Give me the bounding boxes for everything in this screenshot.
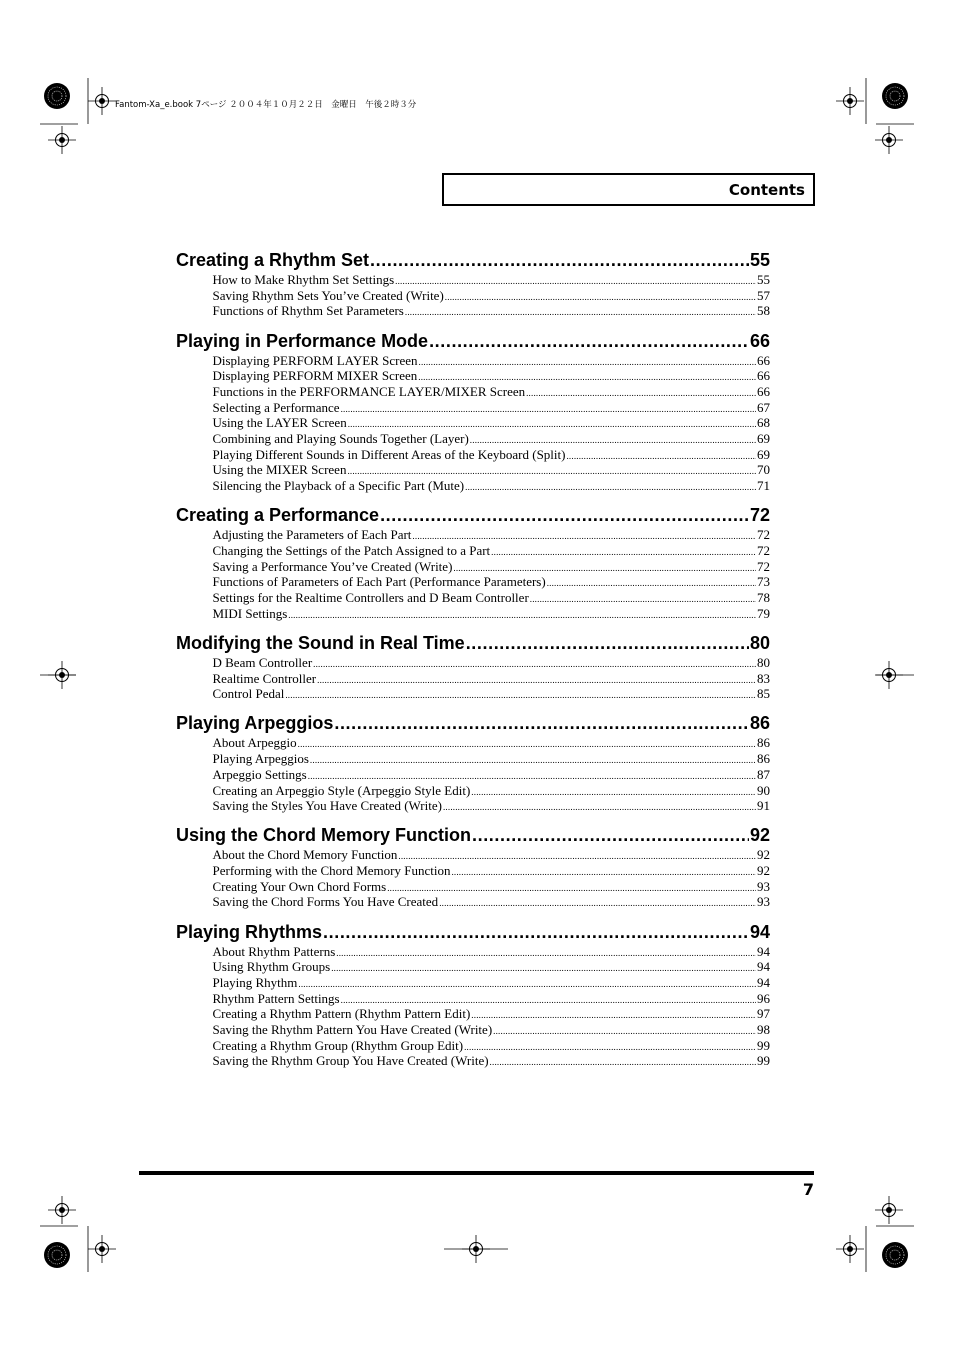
- toc-section-page: 55: [749, 250, 770, 270]
- toc-entry-title: About Rhythm Patterns: [212, 943, 336, 959]
- toc-entry-page: 99: [757, 1053, 770, 1069]
- toc-entry[interactable]: [213, 767, 771, 783]
- toc-entry[interactable]: [213, 686, 771, 702]
- toc-entry-title: Playing Different Sounds in Different Areas of the Keyboard (Split): [212, 446, 566, 462]
- dot-leader: [526, 386, 756, 402]
- dot-leader: [429, 329, 749, 353]
- toc-section-title: Playing in Performance Mode: [176, 330, 429, 351]
- toc-entry[interactable]: [213, 431, 771, 447]
- dot-leader: [341, 402, 756, 418]
- toc-entry[interactable]: [213, 1006, 771, 1022]
- toc-section-heading[interactable]: [176, 631, 770, 655]
- toc-entry-title: Performing with the Chord Memory Function: [212, 863, 451, 879]
- toc-entry[interactable]: [213, 991, 771, 1007]
- toc-entry-page: 69: [757, 431, 770, 446]
- toc-entry-page: 66: [757, 383, 770, 399]
- toc-entry-title: Saving the Styles You Have Created (Write): [212, 798, 442, 814]
- toc-entry-page: 70: [757, 462, 770, 478]
- dot-leader: [336, 946, 756, 962]
- toc-entry-page: 73: [757, 574, 770, 590]
- page-number: 7: [802, 1180, 814, 1199]
- footer-rule: [139, 1171, 814, 1175]
- toc-entry-title: Saving the Chord Forms You Have Created: [212, 894, 439, 910]
- dot-leader: [398, 849, 756, 865]
- toc-section-page: 66: [749, 330, 770, 351]
- toc-entry-page: 79: [757, 605, 770, 621]
- toc-entry-title: Changing the Settings of the Patch Assigned to a Part: [212, 542, 491, 558]
- toc-entry-title: About the Chord Memory Function: [212, 847, 398, 863]
- toc-entry-title: How to Make Rhythm Set Settings: [212, 272, 395, 287]
- toc-entry[interactable]: [213, 798, 771, 814]
- dot-leader: [331, 961, 756, 977]
- toc-entry-page: 96: [757, 990, 770, 1006]
- toc-entry-title: Adjusting the Parameters of Each Part: [212, 527, 412, 543]
- dot-leader: [323, 920, 749, 944]
- toc-section-heading[interactable]: [176, 503, 770, 527]
- dot-leader: [491, 545, 756, 561]
- toc-entry-title: MIDI Settings: [212, 605, 288, 621]
- toc-entry-title: About Arpeggio: [212, 735, 297, 751]
- toc-entry-title: Saving Rhythm Sets You’ve Created (Write): [212, 287, 444, 303]
- toc-section: [176, 823, 770, 910]
- dot-leader: [334, 711, 749, 735]
- dot-leader: [317, 673, 756, 689]
- toc-section: [176, 329, 770, 494]
- toc-entry-page: 92: [757, 847, 770, 863]
- toc-entry-page: 99: [757, 1037, 770, 1053]
- toc-entry-title: Functions of Parameters of Each Part (Performance Parameters): [212, 574, 546, 590]
- contents-header-box: [442, 173, 815, 206]
- toc-entry-page: 86: [757, 735, 770, 751]
- toc-entry-title: D Beam Controller: [212, 654, 313, 670]
- toc-entry-title: Silencing the Playback of a Specific Part (Mute): [212, 478, 465, 494]
- toc-section-heading[interactable]: [176, 711, 770, 735]
- toc-entry-page: 55: [757, 272, 770, 287]
- toc-entry[interactable]: [213, 655, 771, 671]
- toc-entry-title: Using the LAYER Screen: [212, 415, 347, 431]
- toc-entry-page: 57: [757, 287, 770, 303]
- dot-leader: [445, 290, 756, 306]
- toc-entry-page: 91: [757, 798, 770, 814]
- toc-entry[interactable]: [213, 353, 771, 369]
- toc-entry[interactable]: [213, 303, 771, 319]
- dot-leader: [419, 355, 757, 371]
- toc-section-heading[interactable]: [176, 329, 770, 353]
- toc-entry[interactable]: [213, 272, 771, 288]
- toc-entry-page: 66: [757, 352, 770, 368]
- toc-entry-page: 80: [757, 654, 770, 670]
- toc-entry[interactable]: [213, 384, 771, 400]
- toc-section-page: 94: [749, 921, 770, 942]
- toc-entry-page: 94: [757, 959, 770, 975]
- toc-entry-page: 72: [757, 527, 770, 543]
- toc-entry[interactable]: [213, 1038, 771, 1054]
- toc-entry[interactable]: [213, 1053, 771, 1069]
- print-slug: Fantom-Xa_e.book 7ページ ２００４年１０月２２日 金曜日 午後２時３分: [115, 100, 417, 110]
- dot-leader: [370, 248, 749, 272]
- toc-entry-page: 69: [757, 446, 770, 462]
- toc-entry-page: 71: [757, 478, 770, 494]
- toc-entry[interactable]: [213, 415, 771, 431]
- toc-entry[interactable]: [213, 400, 771, 416]
- toc-section-title: Creating a Rhythm Set: [176, 250, 370, 270]
- toc-entry-page: 93: [757, 878, 770, 894]
- dot-leader: [566, 449, 756, 465]
- toc-entry-title: Using the MIXER Screen: [212, 462, 347, 478]
- toc-section: [176, 503, 770, 621]
- toc-entry-page: 97: [757, 1006, 770, 1022]
- toc-entry[interactable]: [213, 735, 771, 751]
- toc-entry-title: Creating Your Own Chord Forms: [212, 878, 387, 894]
- dot-leader: [530, 592, 756, 608]
- toc-entry[interactable]: [213, 671, 771, 687]
- toc-entry-page: 87: [757, 766, 770, 782]
- toc-section-page: 92: [749, 825, 770, 846]
- toc-entry[interactable]: [213, 959, 771, 975]
- toc-section-title: Creating a Performance: [176, 505, 380, 526]
- toc-entry[interactable]: [213, 574, 771, 590]
- dot-leader: [439, 896, 756, 912]
- toc-entry[interactable]: [213, 462, 771, 478]
- toc-entry[interactable]: [213, 894, 771, 910]
- toc-entry-page: 94: [757, 943, 770, 959]
- toc-entry[interactable]: [213, 847, 771, 863]
- dot-leader: [285, 688, 756, 704]
- toc-entry[interactable]: [213, 543, 771, 559]
- dot-leader: [464, 1040, 756, 1056]
- toc-entry-page: 72: [757, 542, 770, 558]
- toc-section-title: Using the Chord Memory Function: [176, 825, 471, 846]
- toc-section: [176, 631, 770, 702]
- dot-leader: [405, 305, 756, 321]
- toc-entry-page: 68: [757, 415, 770, 431]
- toc-entry-title: Saving the Rhythm Pattern You Have Created (Write): [212, 1022, 493, 1038]
- toc-entry-title: Functions in the PERFORMANCE LAYER/MIXER Screen: [212, 383, 526, 399]
- toc-section-page: 72: [749, 505, 770, 526]
- contents-header-title: Contents: [728, 181, 805, 199]
- dot-leader: [547, 576, 756, 592]
- toc-entry-title: Displaying PERFORM MIXER Screen: [212, 368, 418, 384]
- toc-section-title: Playing Arpeggios: [176, 713, 334, 734]
- toc-entry[interactable]: [213, 863, 771, 879]
- toc-entry-title: Arpeggio Settings: [212, 766, 307, 782]
- toc-entry-page: 92: [757, 863, 770, 879]
- toc-entry-page: 78: [757, 590, 770, 605]
- toc-section-heading[interactable]: [176, 248, 770, 272]
- toc-section-title: Modifying the Sound in Real Time: [176, 632, 465, 653]
- toc-entry-title: Playing Rhythm: [212, 975, 298, 990]
- dot-leader: [472, 823, 749, 847]
- toc-entry-page: 93: [757, 894, 770, 910]
- toc-entry-title: Control Pedal: [212, 686, 285, 702]
- toc-entry[interactable]: [213, 944, 771, 960]
- toc-section: [176, 248, 770, 319]
- dot-leader: [465, 480, 756, 496]
- toc-entry-title: Saving the Rhythm Group You Have Created (Write): [212, 1053, 489, 1069]
- toc-entry-title: Selecting a Performance: [212, 399, 340, 415]
- dot-leader: [288, 608, 756, 624]
- toc-entry-title: Combining and Playing Sounds Together (Layer): [212, 431, 469, 446]
- dot-leader: [313, 657, 756, 673]
- toc-entry-page: 85: [757, 686, 770, 702]
- dot-leader: [443, 800, 756, 816]
- toc-entry-page: 90: [757, 782, 770, 798]
- toc-entry[interactable]: [213, 447, 771, 463]
- toc-entry-title: Creating an Arpeggio Style (Arpeggio Style Edit): [212, 782, 471, 798]
- toc-entry-page: 72: [757, 558, 770, 574]
- toc-entry[interactable]: [213, 879, 771, 895]
- toc-entry[interactable]: [213, 783, 771, 799]
- toc-entry[interactable]: [213, 288, 771, 304]
- toc-entry-title: Displaying PERFORM LAYER Screen: [212, 352, 418, 368]
- toc-section-page: 86: [749, 713, 770, 734]
- toc-section-heading[interactable]: [176, 823, 770, 847]
- dot-leader: [298, 977, 756, 993]
- toc-entry-page: 67: [757, 399, 770, 415]
- toc-section-title: Playing Rhythms: [176, 921, 323, 942]
- toc-entry-title: Playing Arpeggios: [212, 751, 309, 767]
- toc-entry[interactable]: [213, 590, 771, 606]
- toc-entry-title: Realtime Controller: [212, 670, 317, 686]
- toc-section-page: 80: [749, 632, 770, 653]
- toc-entry[interactable]: [213, 751, 771, 767]
- table-of-contents: [176, 248, 770, 1079]
- toc-entry-page: 66: [757, 368, 770, 384]
- toc-entry-title: Functions of Rhythm Set Parameters: [212, 303, 404, 319]
- toc-entry-page: 83: [757, 670, 770, 686]
- dot-leader: [466, 631, 749, 655]
- toc-entry[interactable]: [213, 606, 771, 622]
- dot-leader: [387, 881, 756, 897]
- dot-leader: [298, 737, 756, 753]
- toc-entry-page: 94: [757, 975, 770, 990]
- toc-entry-title: Using Rhythm Groups: [212, 959, 331, 975]
- toc-entry[interactable]: [213, 368, 771, 384]
- toc-entry-page: 98: [757, 1022, 770, 1038]
- toc-entry[interactable]: [213, 559, 771, 575]
- toc-entry-title: Settings for the Realtime Controllers and D Beam Controller: [212, 590, 529, 605]
- toc-entry-title: Creating a Rhythm Group (Rhythm Group Edit): [212, 1037, 464, 1053]
- toc-entry-title: Saving a Performance You’ve Created (Write): [212, 558, 453, 574]
- toc-section: [176, 711, 770, 813]
- toc-entry-title: Creating a Rhythm Pattern (Rhythm Pattern Edit): [212, 1006, 471, 1022]
- dot-leader: [451, 865, 756, 881]
- toc-entry-title: Rhythm Pattern Settings: [212, 990, 340, 1006]
- toc-section-heading[interactable]: [176, 920, 770, 944]
- toc-entry[interactable]: [213, 478, 771, 494]
- toc-entry[interactable]: [213, 1022, 771, 1038]
- toc-section: [176, 920, 770, 1070]
- dot-leader: [471, 785, 756, 801]
- dot-leader: [493, 1024, 756, 1040]
- dot-leader: [310, 753, 756, 769]
- dot-leader: [471, 1008, 756, 1024]
- toc-entry-page: 86: [757, 751, 770, 767]
- dot-leader: [395, 274, 756, 290]
- dot-leader: [380, 503, 749, 527]
- toc-entry[interactable]: [213, 527, 771, 543]
- dot-leader: [490, 1055, 756, 1071]
- toc-entry[interactable]: [213, 975, 771, 991]
- toc-entry-page: 58: [757, 303, 770, 319]
